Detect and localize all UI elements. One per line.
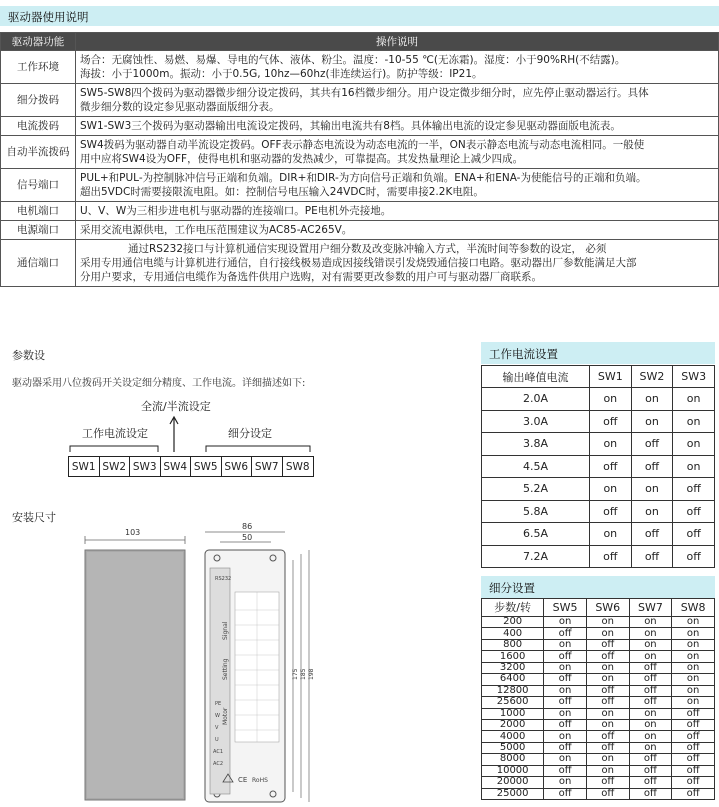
subdiv-table-cell: on — [544, 777, 587, 788]
motor-label: Motor — [222, 707, 229, 725]
current-table-row — [482, 478, 715, 501]
spec-row-desc — [76, 136, 719, 169]
switch-cell: SW5 — [191, 457, 222, 476]
switch-cell: SW7 — [252, 457, 283, 476]
current-table-cell: 3.0A — [482, 410, 590, 433]
spec-row — [1, 202, 719, 221]
subdiv-table-cell: off — [544, 697, 587, 708]
subdiv-table-row — [482, 697, 715, 708]
subdiv-table-cell: off — [586, 742, 629, 753]
current-table-row — [482, 545, 715, 568]
subdiv-table-cell: off — [544, 651, 587, 662]
dim-185-text: 185 — [300, 668, 307, 680]
subdiv-table-cell: on — [586, 708, 629, 719]
current-table-header-cell: SW2 — [631, 366, 673, 388]
switch-diagram — [68, 400, 313, 476]
subdiv-table-row — [482, 754, 715, 765]
current-table-cell: off — [589, 410, 631, 433]
spec-desc-line: 海拔：小于1000m。振动：小于0.5G, 10hz—60hz(非连续运行)。防护等级：IP21。 — [80, 68, 483, 80]
subdiv-table-row — [482, 777, 715, 788]
subdiv-table-header-cell: SW7 — [629, 599, 672, 617]
subdiv-table-cell: off — [544, 742, 587, 753]
current-table-cell: off — [631, 545, 673, 568]
spec-desc-line: 场合：无腐蚀性、易燃、易爆、导电的气体、液体、粉尘。温度：-10-55 ℃(无冻霜)。湿度：小于90%RH(不结露)。 — [80, 54, 626, 66]
subdiv-table-cell: off — [672, 731, 715, 742]
port-pe: PE — [215, 701, 222, 707]
subdiv-table-cell: on — [544, 662, 587, 673]
port-ac1: AC1 — [213, 749, 224, 755]
subdiv-table-cell: on — [629, 708, 672, 719]
rohs-mark: RoHS — [252, 777, 268, 784]
setting-label: Setting — [222, 658, 229, 680]
param-desc: 驱动器采用八位拨码开关设定细分精度、工作电流。详细描述如下: — [12, 378, 306, 389]
current-table-title: 工作电流设置 — [489, 347, 558, 361]
current-table-cell: on — [589, 433, 631, 456]
current-table-row — [482, 500, 715, 523]
current-table-header-cell: SW3 — [673, 366, 715, 388]
section-title: 驱动器使用说明 — [8, 10, 89, 24]
spec-desc-line: SW5-SW8四个拨码为驱动器微步细分设定拨码，其共有16档微步细分。用户设定微步细分时，应先停止驱动器运行。具体 — [80, 87, 649, 99]
subdiv-table-row — [482, 639, 715, 650]
subdiv-table-cell: on — [544, 685, 587, 696]
current-table-cell: 3.8A — [482, 433, 590, 456]
subdiv-table-cell: on — [672, 697, 715, 708]
subdiv-table-row — [482, 731, 715, 742]
switch-cell: SW4 — [161, 457, 192, 476]
current-table-header-row — [482, 366, 715, 388]
spec-desc-line: 采用交流电源供电，工作电压范围建议为AC85-AC265V。 — [80, 224, 353, 236]
subdiv-table-cell: 1000 — [482, 708, 544, 719]
subdiv-table-row — [482, 617, 715, 628]
spec-table-header — [1, 33, 719, 51]
subdiv-table-row — [482, 662, 715, 673]
switch-cell: SW8 — [285, 460, 310, 473]
subdiv-table-cell: on — [629, 639, 672, 650]
spec-row-label: 细分拨码 — [1, 84, 76, 117]
current-table-row — [482, 433, 715, 456]
ce-mark: CE — [238, 776, 248, 784]
spec-desc-line: 用中应将SW4设为OFF，使得电机和驱动器的发热减少，可靠提高。其发热量理论上减少四成。 — [80, 153, 524, 165]
dim-width-text: 103 — [125, 528, 141, 537]
current-table-cell: on — [589, 478, 631, 501]
current-table-cell: off — [673, 545, 715, 568]
subdiv-table-cell: off — [629, 788, 672, 799]
dim-175-text: 175 — [292, 668, 299, 680]
subdiv-table-cell: on — [672, 674, 715, 685]
switch-cell: SW2 — [100, 457, 131, 476]
subdiv-table-cell: off — [629, 777, 672, 788]
subdiv-table-cell: off — [586, 697, 629, 708]
signal-label: Signal — [222, 621, 229, 640]
section-header — [0, 6, 719, 26]
port-v: V — [215, 725, 219, 731]
subdiv-table-cell: on — [586, 617, 629, 628]
subdiv-table-cell: on — [586, 628, 629, 639]
rs232-label: RS232 — [215, 576, 232, 582]
subdiv-table-cell: 200 — [482, 617, 544, 628]
spec-row-label: 信号端口 — [1, 169, 76, 202]
switch-row — [68, 456, 314, 477]
subdiv-table-cell: on — [629, 651, 672, 662]
subdiv-setting-label: 细分设定 — [228, 427, 272, 440]
spec-desc-line: SW1-SW3三个拨码为驱动器输出电流设定拨码，其输出电流共有8档。具体输出电流的设定参见驱动器面版电流表。 — [80, 120, 621, 132]
subdiv-table-cell: off — [629, 765, 672, 776]
subdiv-table-cell: 1600 — [482, 651, 544, 662]
subdiv-table-row — [482, 674, 715, 685]
spec-row — [1, 240, 719, 287]
current-table-header-cell: SW1 — [589, 366, 631, 388]
current-table-cell: off — [673, 523, 715, 546]
spec-row-label: 电源端口 — [1, 221, 76, 240]
current-table-cell: off — [589, 545, 631, 568]
subdiv-table-header-cell: 步数/转 — [482, 599, 544, 617]
spec-row-desc — [76, 117, 719, 136]
current-table-cell: off — [673, 478, 715, 501]
current-table-cell: on — [631, 388, 673, 411]
current-table-cell: off — [589, 455, 631, 478]
subdiv-table-cell: 12800 — [482, 685, 544, 696]
current-table-cell: off — [631, 523, 673, 546]
subdiv-table-cell: off — [629, 697, 672, 708]
param-title: 参数设 — [12, 349, 45, 362]
subdiv-table-row — [482, 685, 715, 696]
spec-table — [0, 32, 719, 287]
spec-row — [1, 84, 719, 117]
spec-row — [1, 169, 719, 202]
current-table-cell: on — [673, 455, 715, 478]
subdiv-table-cell: off — [672, 719, 715, 730]
current-table-cell: 5.8A — [482, 500, 590, 523]
subdiv-table-cell: on — [586, 662, 629, 673]
install-title: 安装尺寸 — [12, 511, 56, 524]
spec-desc-line: PUL+和PUL-为控制脉冲信号正端和负端。DIR+和DIR-为方向信号正端和负端。ENA+和ENA-为使能信号的正端和负端。 — [80, 172, 647, 184]
subdiv-table-cell: 4000 — [482, 731, 544, 742]
spec-row-desc — [76, 169, 719, 202]
subdiv-table-row — [482, 742, 715, 753]
subdiv-table-cell: off — [586, 731, 629, 742]
current-table-cell: on — [589, 523, 631, 546]
subdiv-table-cell: off — [672, 765, 715, 776]
current-table-cell: on — [673, 433, 715, 456]
subdiv-table-cell: off — [672, 788, 715, 799]
subdiv-table-cell: off — [629, 662, 672, 673]
current-table-header-cell: 输出峰值电流 — [482, 366, 590, 388]
current-table-row — [482, 410, 715, 433]
spec-row-desc — [76, 221, 719, 240]
spec-desc-line: SW4拨码为驱动器自动半流设定拨码。OFF表示静态电流设为动态电流的一半，ON表示静态电流与动态电流相同。一般使 — [80, 139, 645, 151]
current-table-row — [482, 523, 715, 546]
subdiv-table-cell: on — [544, 708, 587, 719]
subdiv-table-cell: on — [586, 719, 629, 730]
subdiv-table-cell: on — [586, 754, 629, 765]
port-w: W — [215, 713, 220, 719]
subdiv-table-cell: off — [586, 788, 629, 799]
subdiv-table-cell: on — [672, 651, 715, 662]
subdiv-table-cell: on — [672, 617, 715, 628]
subdiv-table-cell: off — [672, 742, 715, 753]
current-setting-label: 工作电流设定 — [82, 427, 148, 440]
current-table-cell: 5.2A — [482, 478, 590, 501]
subdiv-table-cell: on — [544, 754, 587, 765]
subdiv-table-cell: off — [672, 754, 715, 765]
current-table-cell: off — [589, 500, 631, 523]
subdiv-table-cell: 2000 — [482, 719, 544, 730]
subdiv-table-cell: on — [629, 742, 672, 753]
subdiv-table-cell: on — [629, 617, 672, 628]
current-table-cell: on — [673, 388, 715, 411]
spec-row — [1, 51, 719, 84]
subdiv-table-cell: 20000 — [482, 777, 544, 788]
subdiv-table-cell: off — [586, 685, 629, 696]
subdiv-table-cell: 800 — [482, 639, 544, 650]
current-table-cell: 4.5A — [482, 455, 590, 478]
subdiv-table-cell: on — [544, 731, 587, 742]
spec-row — [1, 117, 719, 136]
subdiv-table-cell: on — [544, 639, 587, 650]
current-table — [481, 365, 715, 568]
subdiv-table-header-cell: SW6 — [586, 599, 629, 617]
dim-198-text: 198 — [308, 668, 315, 680]
spec-col-desc: 操作说明 — [76, 33, 719, 51]
subdiv-table-cell: off — [672, 708, 715, 719]
spec-row — [1, 136, 719, 169]
subdiv-table-cell: off — [629, 674, 672, 685]
spec-desc-line: 超出5VDC时需要接限流电阻。如：控制信号电压输入24VDC时，需要串接2.2K电阻。 — [80, 186, 484, 198]
subdiv-table-row — [482, 628, 715, 639]
current-table-cell: on — [673, 410, 715, 433]
subdiv-table-cell: on — [672, 639, 715, 650]
subdiv-table-cell: on — [586, 674, 629, 685]
subdiv-table-row — [482, 765, 715, 776]
spec-desc-line: 采用专用通信电缆与计算机进行通信，自行接线极易造成因接线错误引发烧毁通信接口电路。驱动器出厂参数能满足大部 — [80, 257, 637, 269]
subdiv-table-row — [482, 788, 715, 799]
current-table-cell: off — [631, 433, 673, 456]
spec-row-label: 电机端口 — [1, 202, 76, 221]
subdiv-table-cell: off — [544, 788, 587, 799]
dim-50-text: 50 — [242, 533, 253, 542]
spec-desc-line: 通过RS232接口与计算机通信实现设置用户细分数及改变脉冲输入方式，半流时间等参数的设定， 必须 — [128, 243, 607, 255]
subdiv-table-cell: 25000 — [482, 788, 544, 799]
port-ac2: AC2 — [213, 761, 224, 767]
subdiv-table-cell: off — [544, 719, 587, 730]
spec-row-label: 自动半流拨码 — [1, 136, 76, 169]
spec-desc-line: U、V、W为三相步进电机与驱动器的连接端口。PE电机外壳接地。 — [80, 205, 392, 217]
switch-cell: SW3 — [130, 457, 161, 476]
switch-cell: SW1 — [69, 457, 100, 476]
subdiv-table-cell: off — [629, 685, 672, 696]
current-table-row — [482, 455, 715, 478]
switch-cell: SW6 — [222, 457, 253, 476]
spec-row-label: 通信端口 — [1, 240, 76, 287]
subdiv-table-cell: 10000 — [482, 765, 544, 776]
subdiv-table-cell: on — [672, 662, 715, 673]
spec-col-func: 驱动器功能 — [1, 33, 76, 51]
subdiv-table-cell: off — [544, 628, 587, 639]
port-u: U — [215, 737, 219, 743]
spec-desc-line: 微步细分数的设定参见驱动器面版细分表。 — [80, 101, 280, 113]
spec-row-desc — [76, 240, 719, 287]
subdiv-table-cell: 400 — [482, 628, 544, 639]
subdiv-table-row — [482, 651, 715, 662]
subdiv-table — [481, 598, 715, 800]
subdiv-table-cell: on — [629, 719, 672, 730]
half-current-label: 全流/半流设定 — [141, 400, 211, 413]
current-table-cell: 2.0A — [482, 388, 590, 411]
subdiv-table-cell: 3200 — [482, 662, 544, 673]
subdiv-table-header-cell: SW5 — [544, 599, 587, 617]
current-table-cell: off — [631, 455, 673, 478]
subdiv-table-cell: off — [586, 777, 629, 788]
current-table-cell: on — [631, 410, 673, 433]
spec-row — [1, 221, 719, 240]
bracket-lines — [68, 404, 313, 456]
spec-row-desc — [76, 202, 719, 221]
subdiv-table-cell: on — [672, 685, 715, 696]
subdiv-table-cell: on — [586, 765, 629, 776]
current-table-cell: 6.5A — [482, 523, 590, 546]
spec-row-label: 工作环境 — [1, 51, 76, 84]
current-table-cell: off — [673, 500, 715, 523]
subdiv-table-header-row — [482, 599, 715, 617]
subdiv-table-cell: off — [544, 765, 587, 776]
subdiv-table-cell: on — [544, 617, 587, 628]
subdiv-table-cell: on — [629, 628, 672, 639]
subdiv-table-cell: on — [629, 731, 672, 742]
subdiv-table-cell: off — [544, 674, 587, 685]
current-table-row — [482, 388, 715, 411]
current-table-cell: on — [631, 500, 673, 523]
install-drawing — [55, 520, 325, 807]
subdiv-table-row — [482, 719, 715, 730]
subdiv-table-cell: off — [586, 639, 629, 650]
subdiv-table-cell: off — [586, 651, 629, 662]
subdiv-table-cell: 6400 — [482, 674, 544, 685]
subdiv-table-cell: off — [629, 754, 672, 765]
subdiv-table-cell: off — [672, 777, 715, 788]
subdiv-table-cell: 25600 — [482, 697, 544, 708]
current-table-cell: on — [589, 388, 631, 411]
subdiv-table-cell: on — [672, 628, 715, 639]
spec-row-desc — [76, 51, 719, 84]
spec-desc-line: 分用户要求，专用通信电缆作为备选件供用户选购，对有需要更改参数的用户可与驱动器厂商联系。 — [80, 271, 542, 283]
spec-row-desc — [76, 84, 719, 117]
subdiv-table-header — [481, 576, 715, 598]
current-table-header — [481, 342, 715, 364]
subdiv-table-row — [482, 708, 715, 719]
current-table-cell: on — [631, 478, 673, 501]
current-table-cell: 7.2A — [482, 545, 590, 568]
subdiv-table-cell: 5000 — [482, 742, 544, 753]
subdiv-table-header-cell: SW8 — [672, 599, 715, 617]
spec-row-label: 电流拨码 — [1, 117, 76, 136]
subdiv-table-title: 细分设置 — [489, 581, 535, 595]
subdiv-table-cell: 8000 — [482, 754, 544, 765]
dim-86-text: 86 — [242, 522, 253, 531]
